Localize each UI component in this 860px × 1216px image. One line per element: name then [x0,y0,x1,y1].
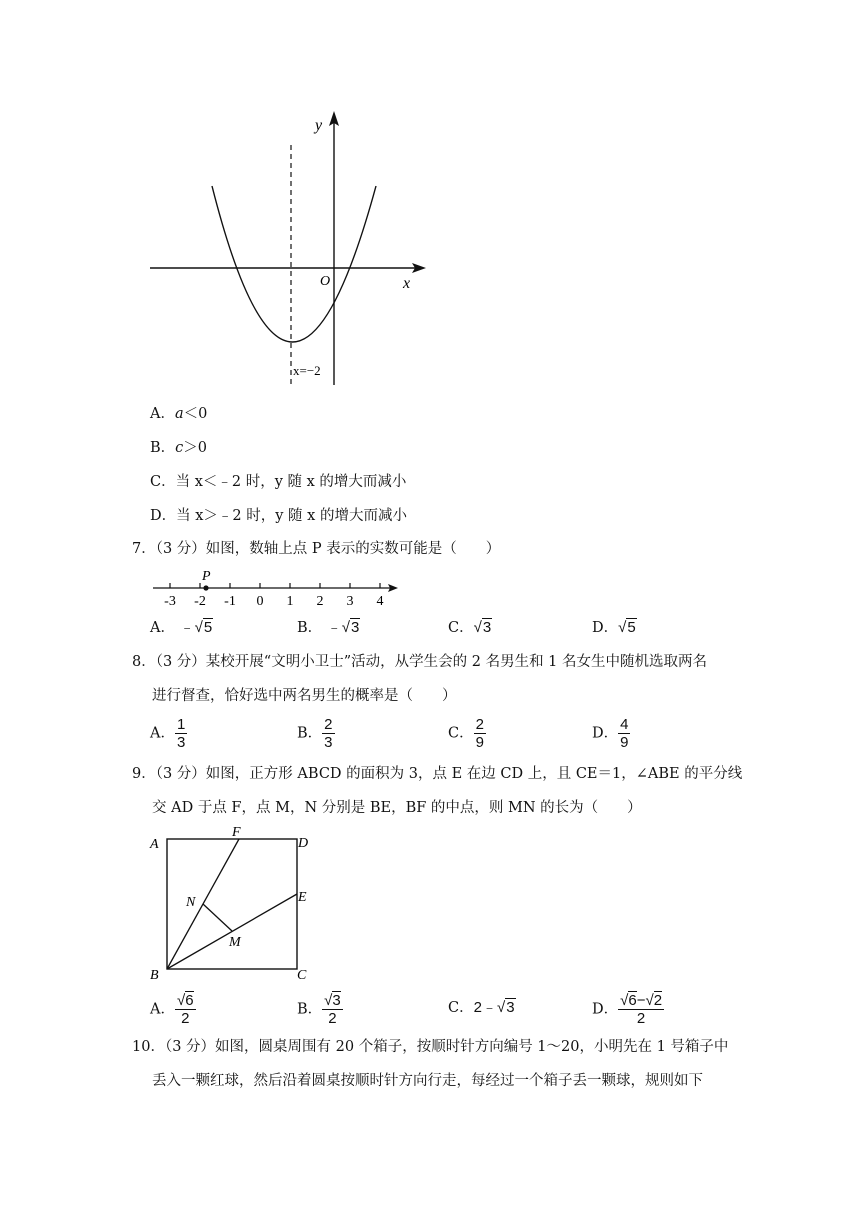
square-figure [140,822,330,982]
q9-option-a[interactable]: A． $\frac{√6}{2}$ [150,992,194,1027]
point-p [203,585,208,590]
q8-stem-line2: 进行督查，恰好选中两名男生的概率是（ ） [152,688,457,704]
origin-label: O [320,274,331,289]
q7-option-c[interactable]: C．√3 [448,619,492,636]
segment-mn [203,904,232,931]
q6-option-d[interactable]: D．当 x＞﹣2 时，y 随 x 的增大而减小 [150,508,407,524]
q6-option-b[interactable]: B．c＞0 [150,440,208,456]
q8-option-b[interactable]: B． $\frac{2}{3}$ [297,716,333,751]
label-d: D [298,836,309,851]
q9-stem-line2: 交 AD 于点 F，点 M，N 分别是 BE，BF 的中点，则 MN 的长为（ ） [152,800,642,816]
q9-option-b[interactable]: B． $\frac{√3}{2}$ [297,992,341,1027]
label-b: B [150,968,159,982]
q10-stem-line2: 丢入一颗红球，然后沿着圆桌按顺时针方向行走，每经过一个箱子丢一颗球，规则如下 [152,1073,703,1089]
symmetry-note: x=−2 [293,363,321,378]
number-line-tick-label: -3 [164,594,176,609]
q8-option-c[interactable]: C． $\frac{2}{9}$ [448,716,484,751]
label-c: C [297,968,307,982]
number-line-tick-label: -1 [224,594,236,609]
y-label: y [315,117,323,134]
parabola-figure [140,105,440,395]
number-line-tick-label: 3 [346,594,354,609]
label-a: A [150,837,159,852]
q6-option-c[interactable]: C．当 x＜﹣2 时，y 随 x 的增大而减小 [150,474,407,490]
point-p-label: P [202,569,211,584]
label-f: F [232,825,241,840]
q7-stem: 7．（3 分）如图，数轴上点 P 表示的实数可能是（ ） [132,541,501,557]
number-line-tick-label: 1 [286,594,294,609]
parabola-curve [212,186,376,342]
q7-option-b[interactable]: B． ﹣√3 [297,619,360,636]
q7-option-d[interactable]: D．√5 [592,619,636,636]
label-m: M [229,935,241,950]
q7-option-a[interactable]: A． ﹣√5 [150,619,213,636]
q6-option-a[interactable]: A．a＜0 [150,406,208,422]
number-line-tick-label: -2 [194,594,206,609]
q9-stem-line1: 9．（3 分）如图，正方形 ABCD 的面积为 3，点 E 在边 CD 上，且 CE＝1，∠ABE 的平分线 [132,766,743,782]
label-e: E [298,890,307,905]
number-line-tick-label: 2 [316,594,324,609]
q10-stem-line1: 10．（3 分）如图，圆桌周围有 20 个箱子，按顺时针方向编号 1～20，小明先在 1 号箱子中 [132,1039,729,1055]
number-line [148,566,403,610]
q8-stem-line1: 8．（3 分）某校开展“文明小卫士”活动，从学生会的 2 名男生和 1 名女生中随机选取两名 [132,654,708,670]
label-n: N [186,895,196,910]
number-line-tick-label: 4 [376,594,384,609]
number-line-tick-label: 0 [256,594,264,609]
q9-option-c[interactable]: C．2﹣√3 [448,999,515,1016]
q8-option-d[interactable]: D． $\frac{4}{9}$ [592,716,629,751]
x-label: x [403,275,411,292]
q9-option-d[interactable]: D． $\frac{√6-√2}{2}$ [592,992,663,1027]
q8-option-a[interactable]: A． $\frac{1}{3}$ [150,716,186,751]
